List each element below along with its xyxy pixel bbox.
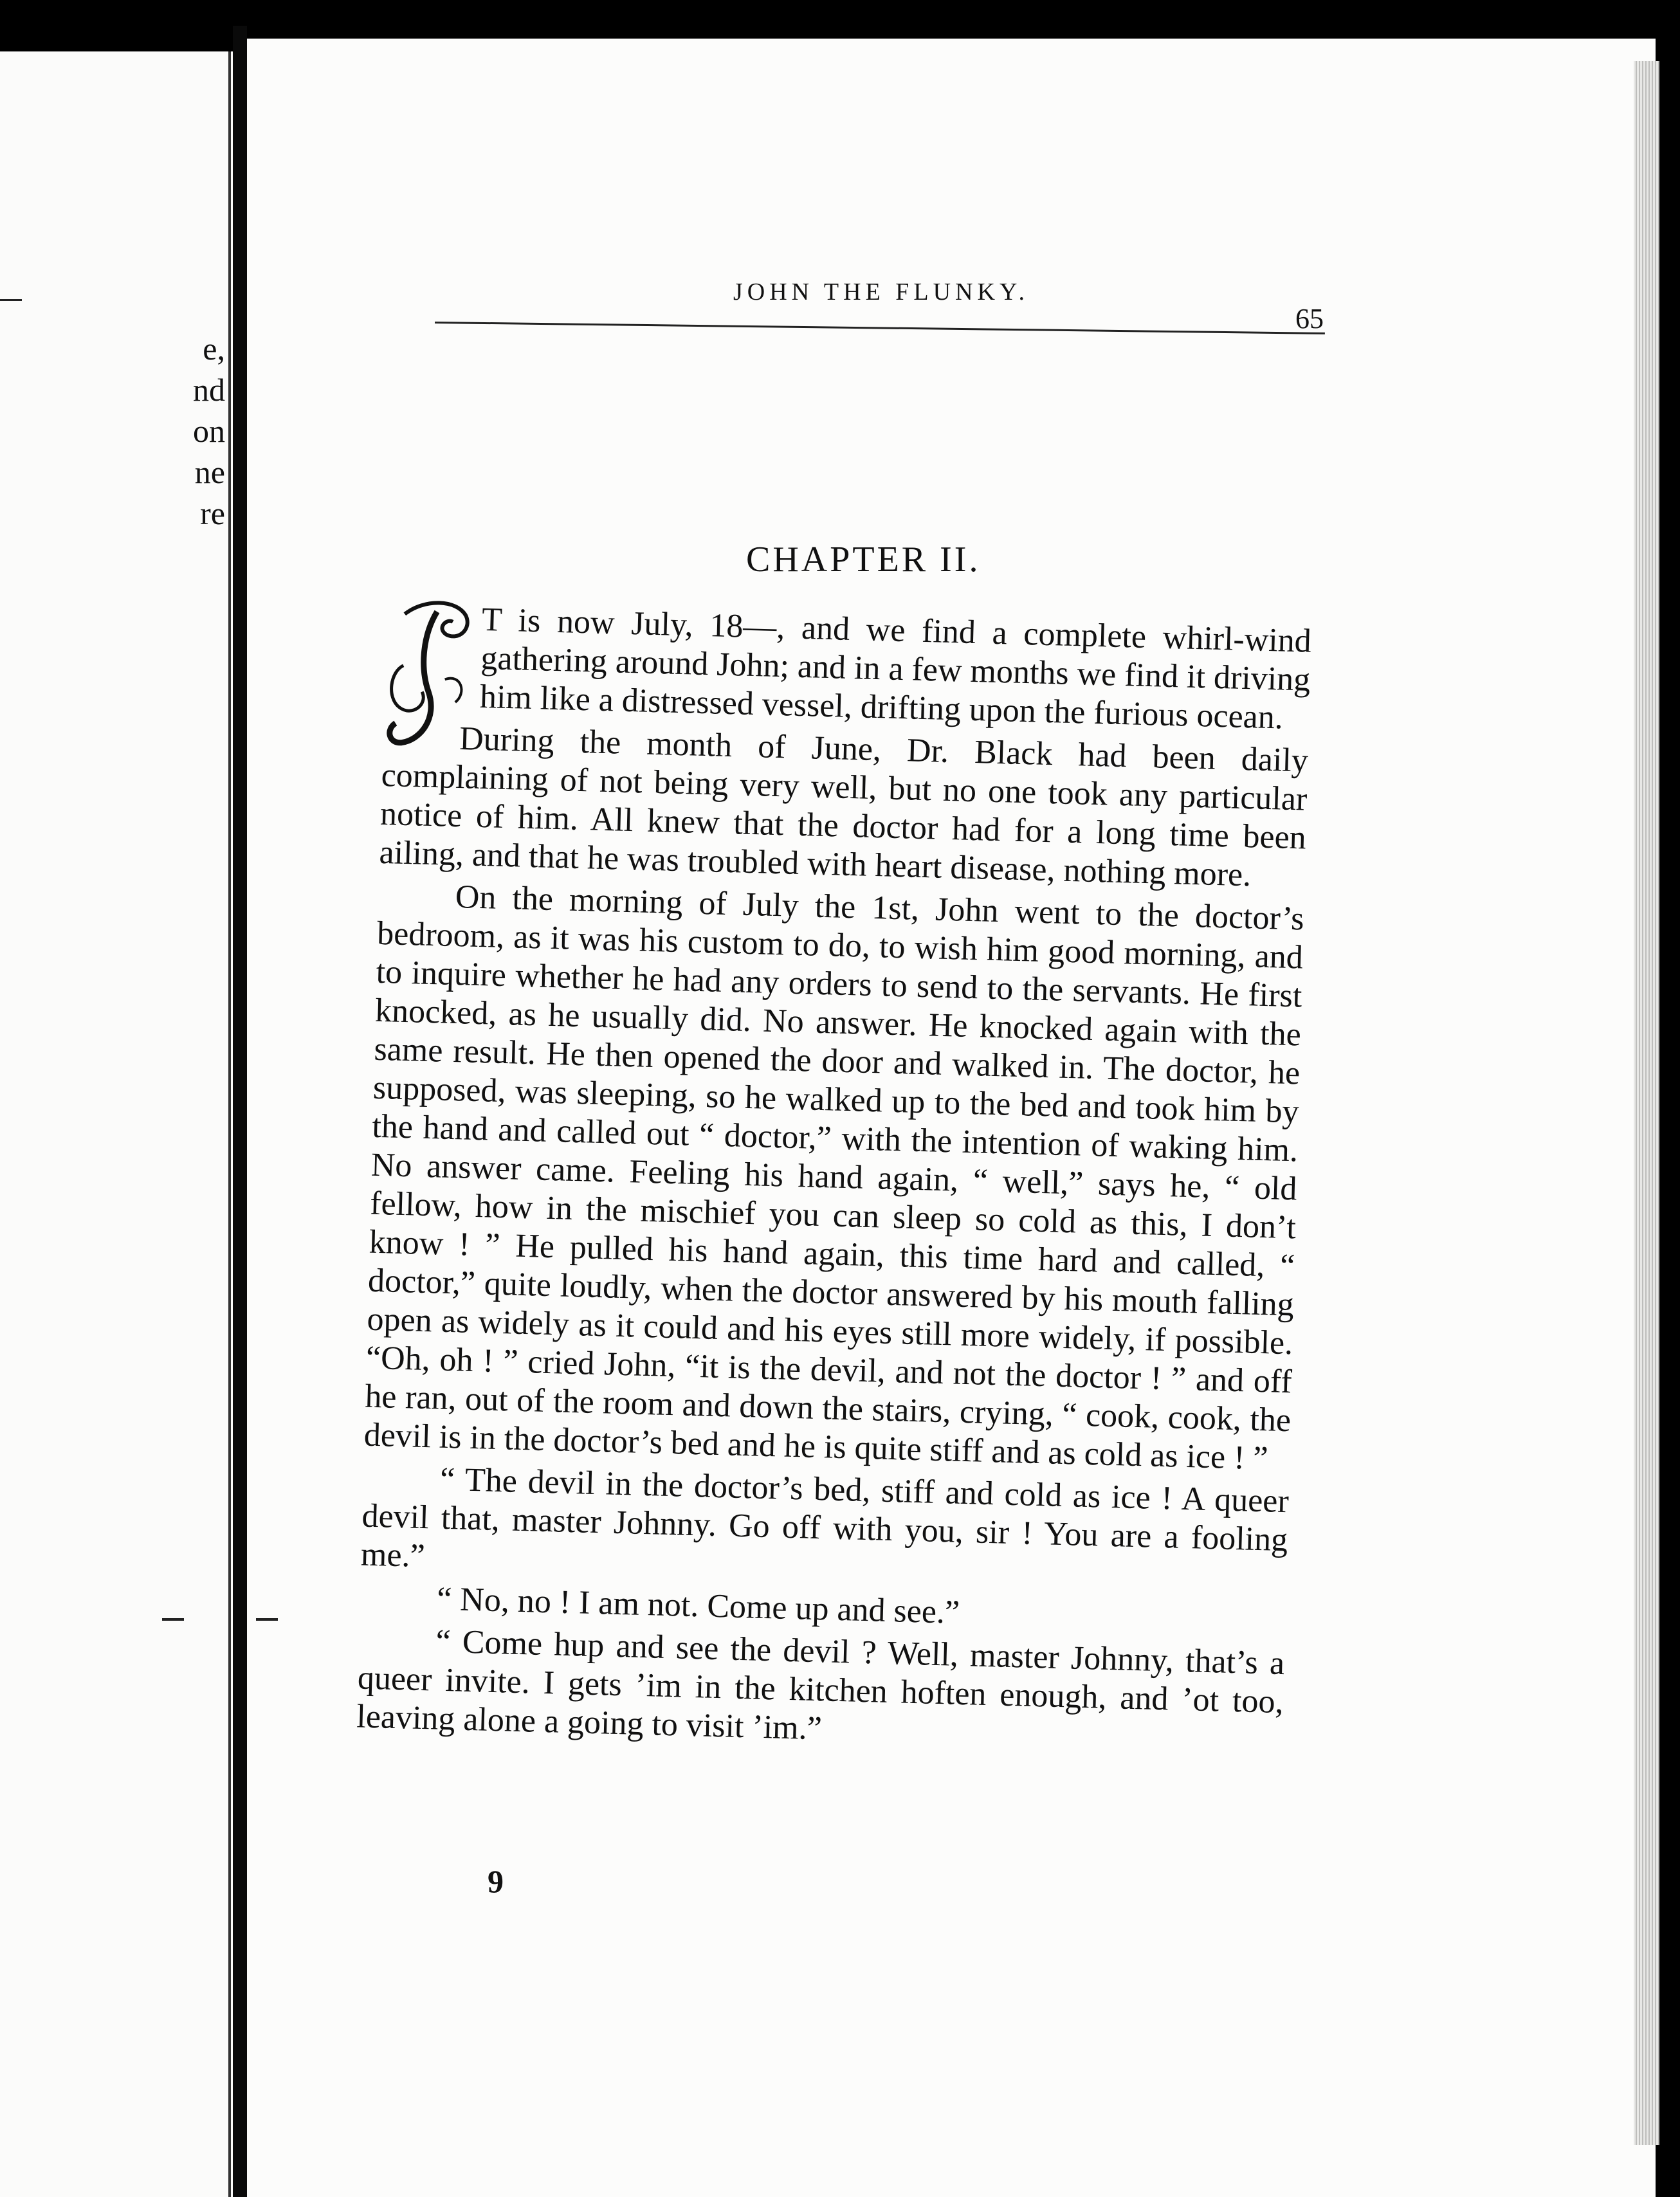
margin-mark — [162, 1618, 184, 1621]
paragraph-2: During the month of June, Dr. Black had been daily complaining of not being very well, but no one took any particular notice of him. All knew that the doctor had for a long time been ailing, and that he was troubled with heart disease, nothing more. — [378, 720, 1309, 894]
drop-cap-ornament — [382, 594, 476, 758]
paragraph-3: On the morning of July the 1st, John went to the doctor’s bedroom, as it was his custom to do, to wish him good morning, and to inquire whether he had any orders to send to the servants. He first knocked, as he usually did. No answer. He knocked again with the same result. He then opened the door and walked in. The doctor, he supposed, was sleeping, so he walked up to the bed and took him by the hand and called out “ doctor,” with the intention of waking him. No answer came. Feeling his hand again, “ well,” says he, “ old fellow, how in the mischief you can sleep so cold as this, I don’t know ! ” He pulled his hand again, this time hard and called, “ doctor,” quite loudly, when the doctor answered by his mouth falling open as widely as it could and his eyes still more widely, if possible. “Oh, oh ! ” cried John, “it is the devil, and not the doctor ! ” and off he ran, out of the room and down the stairs, crying, “ cook, cook, the devil is in the doctor’s bed and he is quite stiff and as cold as ice ! ” — [363, 878, 1305, 1477]
paragraph-1-text: T is now July, 18—, and we find a complete whirl-wind gathering around John; and in a few months we find it driving him like a distressed vessel, drifting upon the furious ocean. — [479, 601, 1312, 736]
left-page-text-5: re — [200, 495, 225, 531]
page-number: 65 — [1295, 303, 1324, 334]
page-fore-edge — [1634, 61, 1659, 2145]
running-head: JOHN THE FLUNKY. — [733, 278, 1030, 305]
book-gutter — [233, 26, 247, 2197]
left-page-edge — [228, 51, 231, 2197]
body-text — [356, 598, 1312, 1764]
signature-mark: 9 — [488, 1863, 504, 1899]
margin-mark — [256, 1618, 278, 1621]
left-page-rule — [0, 299, 22, 301]
left-page-text-3: on — [193, 413, 225, 449]
paragraph-4: “ The devil in the doctor’s bed, stiff and cold as ice ! A queer devil that, master Johnny. Go off with you, sir ! You are a fooling me.” — [360, 1461, 1290, 1575]
svg-text:I: I — [414, 619, 450, 727]
paragraph-5: “ No, no ! I am not. Come up and see.” — [436, 1580, 960, 1631]
paragraph-6: “ Come hup and see the devil ? Well, master Johnny, that’s a queer invite. I gets ’im in the kitchen hoften enough, and ’ot too, leaving alone a going to visit ’im.” — [356, 1623, 1285, 1747]
left-page-text-4: ne — [194, 454, 225, 490]
paragraph-1 — [383, 598, 1311, 738]
left-page-text-1: e, — [203, 331, 225, 367]
left-page-text-2: nd — [193, 372, 225, 408]
chapter-title: CHAPTER II. — [746, 540, 981, 579]
left-page — [0, 51, 233, 2197]
